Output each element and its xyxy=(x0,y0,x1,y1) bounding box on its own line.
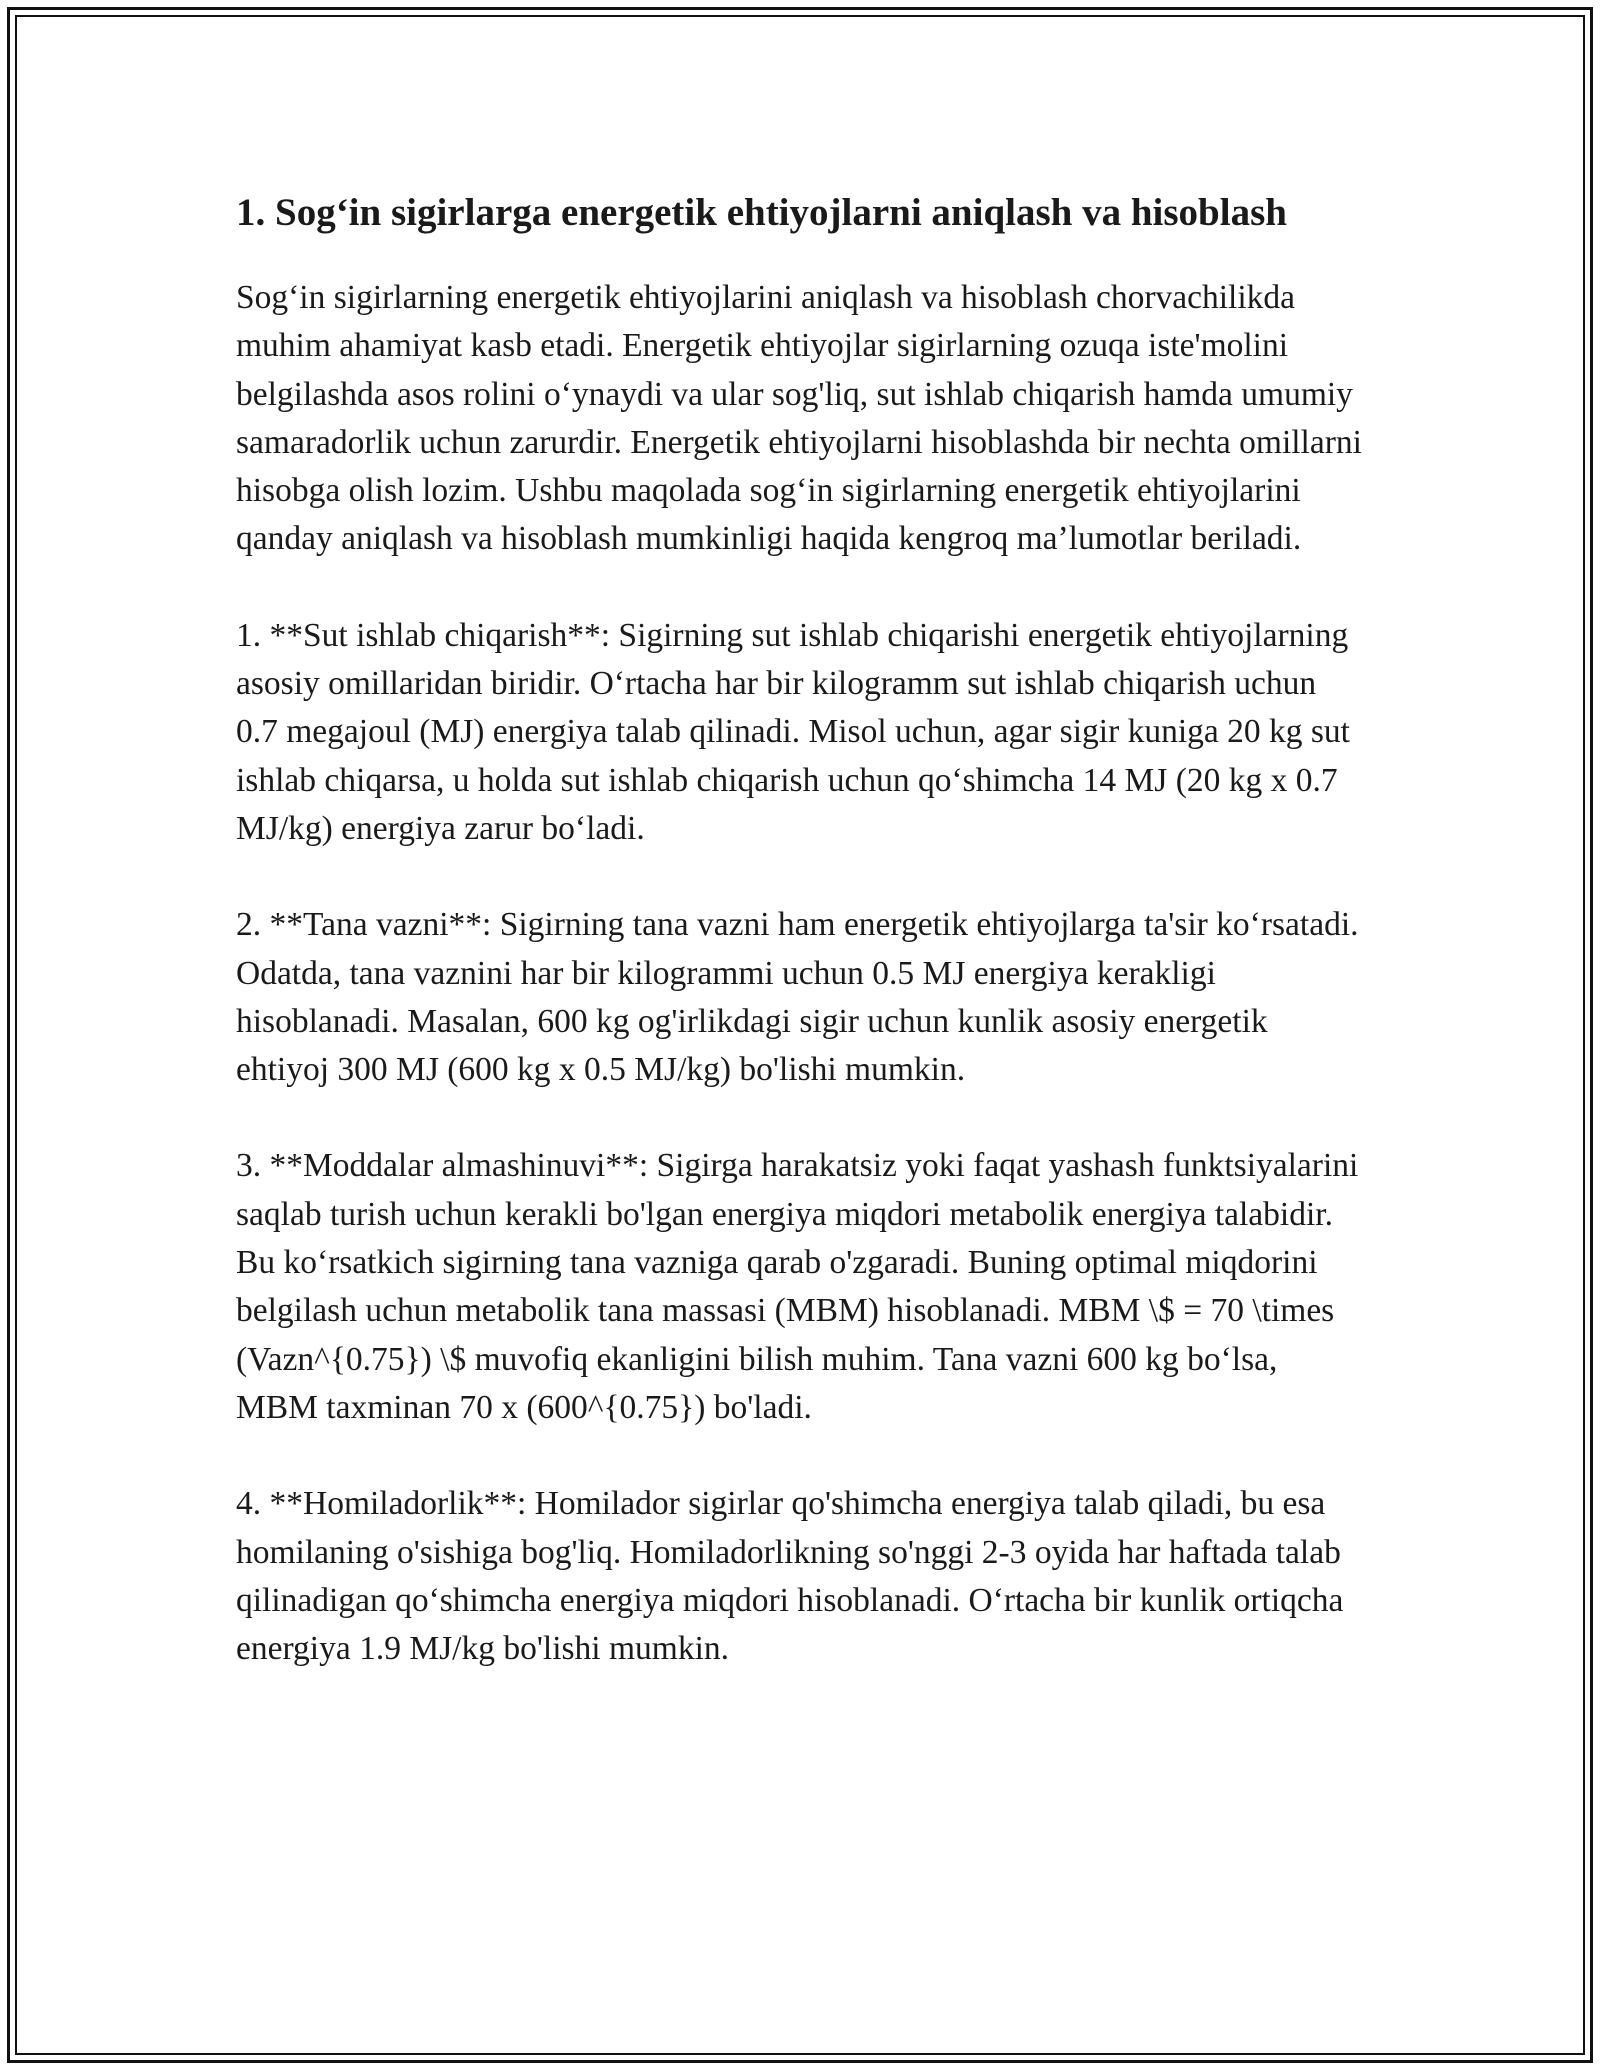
paragraph-body-weight: 2. **Tana vazni**: Sigirning tana vazni ham energetik ehtiyojlarga ta'sir ko‘rsatadi. Odatda, tana vaznini har bir kilogrammi uchun 0.5 MJ energiya kerakligi hisoblanadi. Masalan, 600 kg og'irlikdagi sigir uchun kunlik asosiy energetik ehtiyoj 300 MJ (600 kg x 0.5 MJ/kg) bo'lishi mumkin. xyxy=(236,906,1359,1089)
paragraph-pregnancy: 4. **Homiladorlik**: Homilador sigirlar qo'shimcha energiya talab qiladi, bu esa homilaning o'sishiga bog'liq. Homiladorlikning so'nggi 2-3 oyida har haftada talab qilinadigan qo‘shimcha energiya miqdori hisoblanadi. O‘rtacha bir kunlik ortiqcha energiya 1.9 MJ/kg bo'lishi mumkin. xyxy=(236,1485,1344,1668)
document-title: 1. Sog‘in sigirlarga energetik ehtiyojlarni aniqlash va hisoblash xyxy=(236,191,1287,234)
paragraph-metabolism: 3. **Moddalar almashinuvi**: Sigirga harakatsiz yoki faqat yashash funktsiyalarini saqlab turish uchun kerakli bo'lgan energiya miqdori metabolik energiya talabidir. Bu ko‘rsatkich sigirning tana vazniga qarab o'zgaradi. Buning optimal miqdorini belgilash uchun metabolik tana massasi (MBM) hisoblanadi. MBM \$ = 70 \times (Vazn^{0.75}) \$ muvofiq ekanligini bilish muhim. Tana vazni 600 kg bo‘lsa, MBM taxminan 70 x (600^{0.75}) bo'ladi. xyxy=(236,1147,1359,1426)
paragraph-intro: Sog‘in sigirlarning energetik ehtiyojlarini aniqlash va hisoblash chorvachilikda muhim ahamiyat kasb etadi. Energetik ehtiyojlar sigirlarning ozuqa iste'molini belgilashda asos rolini o‘ynaydi va ular sog'liq, sut ishlab chiqarish hamda umumiy samaradorlik uchun zarurdir. Energetik ehtiyojlarni hisoblashda bir nechta omillarni hisobga olish lozim. Ushbu maqolada sog‘in sigirlarning energetik ehtiyojlarini qanday aniqlash va hisoblash mumkinligi haqida kengroq ma’lumotlar beriladi. xyxy=(236,279,1362,558)
document-body xyxy=(236,186,1366,1721)
paragraph-milk-production: 1. **Sut ishlab chiqarish**: Sigirning sut ishlab chiqarishi energetik ehtiyojlarning asosiy omillaridan biridir. O‘rtacha har bir kilogramm sut ishlab chiqarish uchun 0.7 megajoul (MJ) energiya talab qilinadi. Misol uchun, agar sigir kuniga 20 kg sut ishlab chiqarsa, u holda sut ishlab chiqarish uchun qo‘shimcha 14 MJ (20 kg x 0.7 MJ/kg) energiya zarur bo‘ladi. xyxy=(236,616,1350,847)
